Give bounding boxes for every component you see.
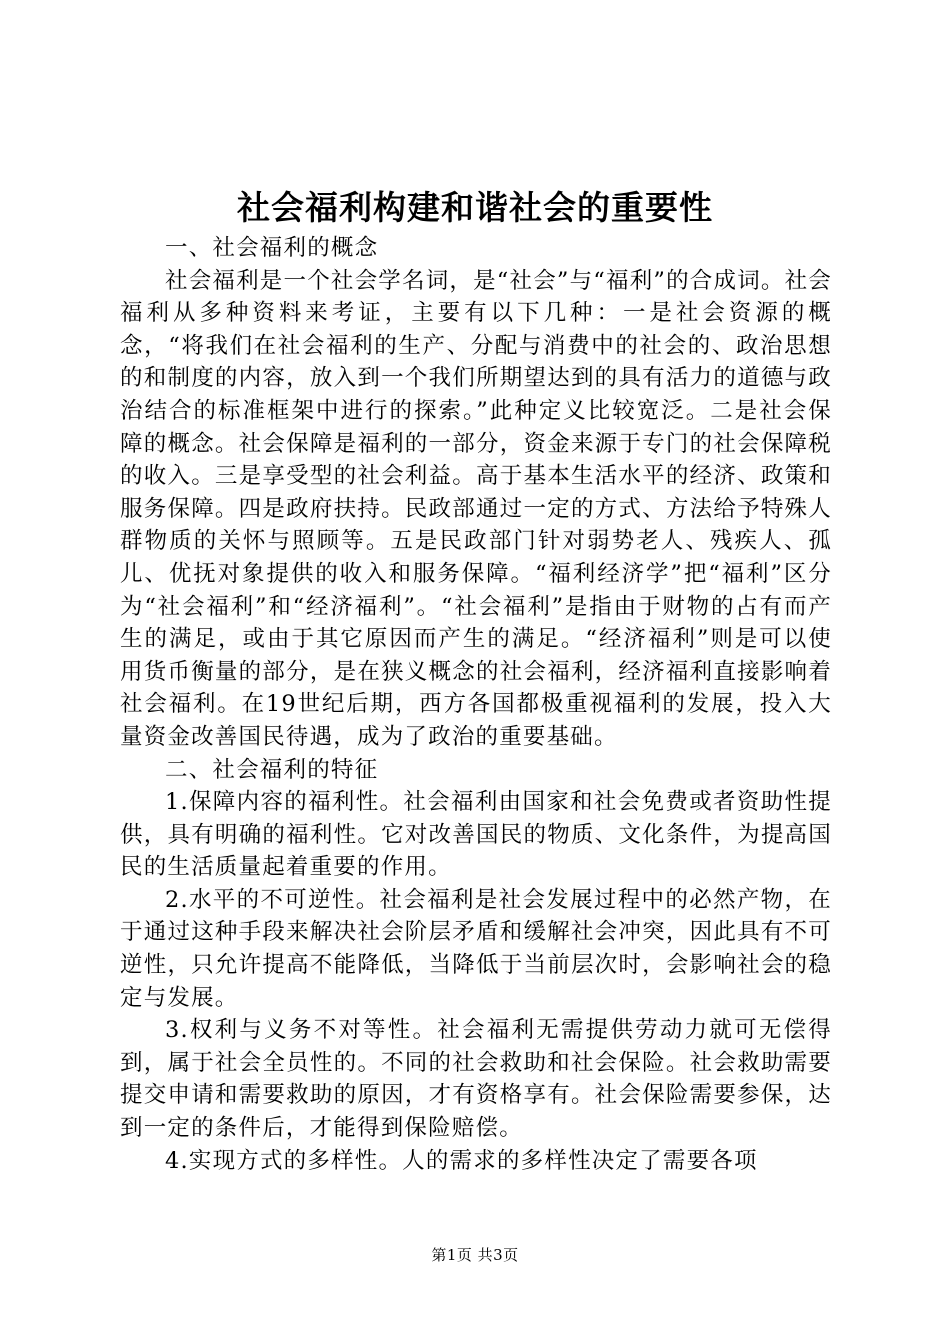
paragraph-feature-4: 4.实现方式的多样性。人的需求的多样性决定了需要各项 xyxy=(165,1147,758,1174)
section-heading-features: 二、社会福利的特征 xyxy=(165,756,379,783)
page-number-footer: 第1页 共3页 xyxy=(431,1246,519,1264)
paragraph-feature-1: 1.保障内容的福利性。社会福利由国家和社会免费或者资助性提供，具有明确的福利性。它对改善国民的物质、文化条件，为提高国民的生活质量起着重要的作用。 xyxy=(120,789,832,881)
paragraph-feature-3: 3.权利与义务不对等性。社会福利无需提供劳动力就可无偿得到，属于社会全员性的。不同的社会救助和社会保险。社会救助需要提交申请和需要救助的原因，才有资格享有。社会保险需要参保，达到一定的条件后，才能得到保险赔偿。 xyxy=(120,1017,832,1142)
document-title: 社会福利构建和谐社会的重要性 xyxy=(237,188,713,227)
paragraph-concept: 社会福利是一个社会学名词，是“社会”与“福利”的合成词。社会福利从多种资料来考证，主要有以下几种：一是社会资源的概念，“将我们在社会福利的生产、分配与消费中的社会的、政治思想的和制度的内容，放入到一个我们所期望达到的具有活力的道德与政治结合的标准框架中进行的探索。”此种定义比较宽泛。二是社会保障的概念。社会保障是福利的一部分，资金来源于专门的社会保障税的收入。三是享受型的社会利益。高于基本生活水平的经济、政策和服务保障。四是政府扶持。民政部通过一定的方式、方法给予特殊人群物质的关怀与照顾等。五是民政部门针对弱势老人、残疾人、孤儿、优抚对象提供的收入和服务保障。“福利经济学”把“福利”区分为“社会福利”和“经济福利”。“社会福利”是指由于财物的占有而产生的满足，或由于其它原因而产生的满足。“经济福利”则是可以使用货币衡量的部分，是在狭义概念的社会福利，经济福利直接影响着社会福利。在19世纪后期，西方各国都极重视福利的发展，投入大量资金改善国民待遇，成为了政治的重要基础。 xyxy=(120,267,833,750)
paragraph-feature-2: 2.水平的不可逆性。社会福利是社会发展过程中的必然产物，在于通过这种手段来解决社会阶层矛盾和缓解社会冲突，因此具有不可逆性，只允许提高不能降低，当降低于当前层次时，会影响社会的稳定与发展。 xyxy=(120,886,832,1011)
section-heading-concept: 一、社会福利的概念 xyxy=(165,235,379,261)
document-body xyxy=(120,232,832,1177)
